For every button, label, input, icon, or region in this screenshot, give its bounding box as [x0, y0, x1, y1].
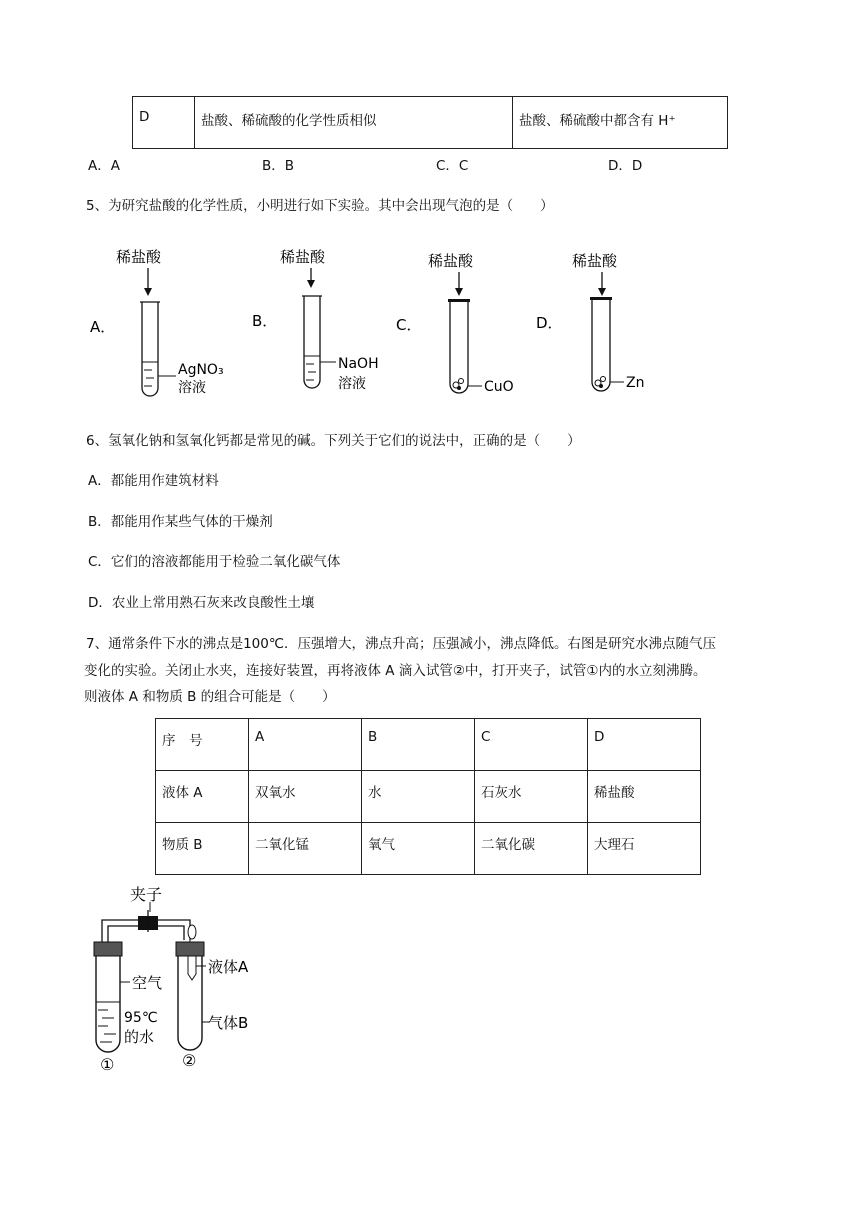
liquid-a-label: 液体A — [208, 958, 249, 976]
q5-option-d-diagram[interactable] — [536, 252, 644, 391]
table-cell: 水 — [362, 771, 475, 823]
svg-text:稀盐酸: 稀盐酸 — [280, 248, 326, 266]
gas-b-label: 气体B — [208, 1014, 249, 1032]
cell-text: 盐酸、稀硫酸中都含有 H⁺ — [519, 113, 676, 129]
stopper-icon — [94, 942, 122, 956]
q5-stem: 5、为研究盐酸的化学性质，小明进行如下实验。其中会出现气泡的是（ ） — [86, 198, 554, 214]
table-cell: 二氧化锰 — [249, 823, 362, 875]
q7-stem-line-3: 则液体 A 和物质 B 的组合可能是（ ） — [84, 689, 336, 705]
q4-option-d[interactable]: D．D — [608, 158, 643, 174]
svg-text:溶液: 溶液 — [178, 380, 206, 396]
table-cell: 氧气 — [362, 823, 475, 875]
table-cell: 双氧水 — [249, 771, 362, 823]
table-cell: B — [362, 719, 475, 771]
table-cell — [133, 97, 195, 149]
option-letter: A． — [90, 318, 116, 336]
table-cell — [195, 97, 513, 149]
cell-text: 盐酸、稀硫酸的化学性质相似 — [201, 113, 377, 129]
prev-question-table — [132, 96, 728, 149]
table-cell: 液体 A — [156, 771, 249, 823]
cell-text: D — [139, 109, 150, 125]
table-row — [156, 823, 701, 875]
reagent-label: 稀盐酸 — [116, 248, 162, 266]
svg-text:稀盐酸: 稀盐酸 — [428, 252, 474, 270]
svg-text:CuO: CuO — [484, 379, 514, 395]
svg-text:稀盐酸: 稀盐酸 — [572, 252, 618, 270]
q4-option-a[interactable]: A．A — [88, 158, 120, 174]
water-temp-label: 95℃ — [124, 1010, 158, 1026]
svg-text:C．: C． — [396, 316, 422, 334]
table-cell: 大理石 — [588, 823, 701, 875]
svg-text:NaOH: NaOH — [338, 356, 379, 372]
q6-option-a[interactable]: A．都能用作建筑材料 — [88, 473, 219, 489]
table-cell: 稀盐酸 — [588, 771, 701, 823]
table-cell: 二氧化碳 — [475, 823, 588, 875]
svg-text:溶液: 溶液 — [338, 376, 366, 392]
table-cell: 石灰水 — [475, 771, 588, 823]
q6-option-c[interactable]: C．它们的溶液都能用于检验二氧化碳气体 — [88, 554, 341, 570]
svg-text:B．: B． — [252, 312, 278, 330]
q6-option-b[interactable]: B．都能用作某些气体的干燥剂 — [88, 514, 273, 530]
q7-stem-line-1: 7、通常条件下水的沸点是100℃．压强增大，沸点升高；压强减小，沸点降低。右图是研究水沸点随气压 — [86, 636, 717, 652]
table-cell: D — [588, 719, 701, 771]
q4-option-b[interactable]: B．B — [262, 158, 295, 174]
q7-apparatus-figure — [80, 880, 280, 1080]
table-cell: C — [475, 719, 588, 771]
q5-option-c-diagram[interactable] — [396, 252, 514, 395]
clip-label: 夹子 — [130, 885, 163, 904]
svg-text:AgNO₃: AgNO₃ — [178, 362, 224, 378]
svg-text:D．: D． — [536, 314, 563, 332]
q5-option-a-diagram[interactable] — [90, 248, 224, 396]
table-cell: A — [249, 719, 362, 771]
svg-text:Zn: Zn — [626, 375, 645, 391]
tube-2-label: ② — [182, 1051, 197, 1070]
q7-stem-line-2: 变化的实验。关闭止水夹，连接好装置，再将液体 A 滴入试管②中，打开夹子，试管①内的水立刻沸腾。 — [84, 663, 707, 679]
q4-option-c[interactable]: C．C — [436, 158, 469, 174]
table-cell — [513, 97, 728, 149]
table-cell: 序 号 — [156, 719, 249, 771]
tube-1-label: ① — [100, 1055, 115, 1074]
table-row — [133, 97, 728, 149]
q5-figure — [80, 240, 645, 410]
q5-option-b-diagram[interactable] — [252, 248, 379, 392]
air-label: 空气 — [132, 974, 163, 992]
q7-table — [155, 718, 701, 875]
table-row — [156, 771, 701, 823]
q6-option-d[interactable]: D．农业上常用熟石灰来改良酸性土壤 — [88, 595, 315, 611]
table-cell: 物质 B — [156, 823, 249, 875]
q6-stem: 6、氢氧化钠和氢氧化钙都是常见的碱。下列关于它们的说法中，正确的是（ ） — [86, 433, 581, 449]
table-row — [156, 719, 701, 771]
water-label: 的水 — [124, 1028, 155, 1046]
